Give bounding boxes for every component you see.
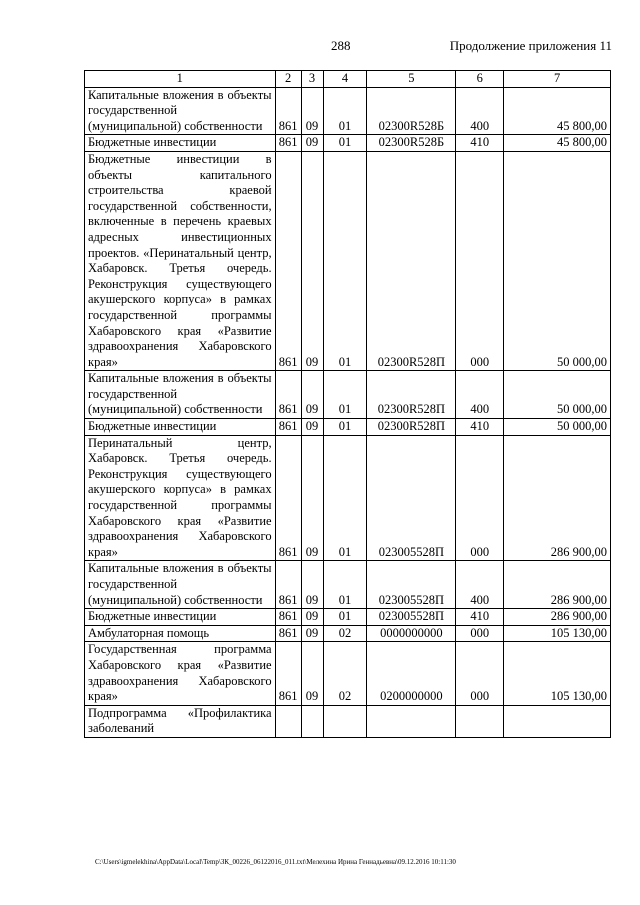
col-header: 6	[456, 71, 504, 88]
row-cell: 861	[275, 371, 301, 419]
row-cell: 09	[301, 435, 323, 561]
row-cell: 02300R528П	[367, 371, 456, 419]
row-cell: 861	[275, 151, 301, 370]
table-row	[85, 151, 611, 370]
row-cell: 861	[275, 642, 301, 705]
row-cell: 400	[456, 561, 504, 609]
row-description: Государственная программа Хабаровского края «Развитие здравоохранения Хабаровского края»	[85, 642, 276, 705]
row-cell: 02300R528П	[367, 419, 456, 436]
row-cell: 01	[323, 151, 367, 370]
row-cell: 000	[456, 151, 504, 370]
row-cell: 50 000,00	[504, 151, 611, 370]
row-description: Бюджетные инвестиции	[85, 135, 276, 152]
col-header: 2	[275, 71, 301, 88]
row-cell: 09	[301, 609, 323, 626]
row-cell: 50 000,00	[504, 419, 611, 436]
row-cell: 105 130,00	[504, 642, 611, 705]
row-cell: 02	[323, 642, 367, 705]
table-row	[85, 135, 611, 152]
col-header: 1	[85, 71, 276, 88]
row-cell: 01	[323, 435, 367, 561]
row-description: Бюджетные инвестиции	[85, 419, 276, 436]
table-row	[85, 625, 611, 642]
row-cell: 861	[275, 625, 301, 642]
row-cell: 09	[301, 625, 323, 642]
row-cell: 02300R528Б	[367, 87, 456, 135]
row-description: Амбулаторная помощь	[85, 625, 276, 642]
row-cell: 861	[275, 609, 301, 626]
row-cell: 09	[301, 151, 323, 370]
continuation-label: Продолжение приложения 11	[449, 38, 612, 53]
row-cell: 01	[323, 609, 367, 626]
page-number: 288	[331, 38, 351, 53]
row-description: Капитальные вложения в объекты государственной (муниципальной) собственности	[85, 87, 276, 135]
row-cell: 410	[456, 419, 504, 436]
row-cell: 09	[301, 135, 323, 152]
row-description: Капитальные вложения в объекты государственной (муниципальной) собственности	[85, 371, 276, 419]
row-cell: 861	[275, 135, 301, 152]
row-description: Бюджетные инвестиции в объекты капитального строительства краевой государственной собственности, включенные в перечень краевых адресных инвестиционных проектов. «Перинатальный центр, Хабаровск. Третья очередь. Реконструкция существующего акушерского корпуса» в рамках государственной программы Хабаровского края «Развитие здравоохранения Хабаровского края»	[85, 151, 276, 370]
row-cell: 0200000000	[367, 642, 456, 705]
row-cell	[504, 705, 611, 737]
col-header: 7	[504, 71, 611, 88]
row-description: Перинатальный центр, Хабаровск. Третья очередь. Реконструкция существующего акушерского корпуса» в рамках государственной программы Хабаровского края «Развитие здравоохранения Хабаровского края»	[85, 435, 276, 561]
footer-path: C:\Users\igmelekhina\AppData\Local\Temp\ЗК_00226_06122016_011.txt\Мелехина Ирина Геннадьевна\09.12.2016 10:11:30	[95, 858, 456, 866]
row-cell	[367, 705, 456, 737]
row-cell: 286 900,00	[504, 609, 611, 626]
row-cell: 286 900,00	[504, 435, 611, 561]
row-cell: 45 800,00	[504, 87, 611, 135]
table-row	[85, 609, 611, 626]
row-cell: 023005528П	[367, 609, 456, 626]
row-cell: 01	[323, 561, 367, 609]
row-cell: 861	[275, 435, 301, 561]
table-row	[85, 371, 611, 419]
row-description: Бюджетные инвестиции	[85, 609, 276, 626]
row-description: Капитальные вложения в объекты государственной (муниципальной) собственности	[85, 561, 276, 609]
row-cell: 09	[301, 371, 323, 419]
row-cell: 02	[323, 625, 367, 642]
table-row	[85, 561, 611, 609]
row-cell: 023005528П	[367, 561, 456, 609]
row-cell: 01	[323, 135, 367, 152]
col-header: 4	[323, 71, 367, 88]
row-cell: 105 130,00	[504, 625, 611, 642]
row-cell: 0000000000	[367, 625, 456, 642]
row-cell: 861	[275, 87, 301, 135]
table-row	[85, 87, 611, 135]
row-cell: 01	[323, 87, 367, 135]
col-header: 3	[301, 71, 323, 88]
row-cell: 09	[301, 642, 323, 705]
header-row	[85, 71, 611, 88]
row-cell: 861	[275, 561, 301, 609]
row-cell	[456, 705, 504, 737]
row-cell: 400	[456, 371, 504, 419]
row-cell: 286 900,00	[504, 561, 611, 609]
table-row	[85, 642, 611, 705]
col-header: 5	[367, 71, 456, 88]
table-row	[85, 419, 611, 436]
row-cell	[275, 705, 301, 737]
row-cell: 09	[301, 561, 323, 609]
row-cell	[301, 705, 323, 737]
budget-table	[84, 70, 611, 738]
row-cell: 023005528П	[367, 435, 456, 561]
row-cell: 01	[323, 371, 367, 419]
row-cell: 400	[456, 87, 504, 135]
row-cell: 02300R528П	[367, 151, 456, 370]
row-cell: 02300R528Б	[367, 135, 456, 152]
table-row	[85, 435, 611, 561]
row-cell: 410	[456, 609, 504, 626]
row-cell: 45 800,00	[504, 135, 611, 152]
row-description: Подпрограмма «Профилактика заболеваний	[85, 705, 276, 737]
row-cell	[323, 705, 367, 737]
row-cell: 000	[456, 625, 504, 642]
row-cell: 09	[301, 419, 323, 436]
row-cell: 000	[456, 435, 504, 561]
row-cell: 000	[456, 642, 504, 705]
row-cell: 861	[275, 419, 301, 436]
row-cell: 410	[456, 135, 504, 152]
row-cell: 01	[323, 419, 367, 436]
row-cell: 09	[301, 87, 323, 135]
table-row	[85, 705, 611, 737]
row-cell: 50 000,00	[504, 371, 611, 419]
